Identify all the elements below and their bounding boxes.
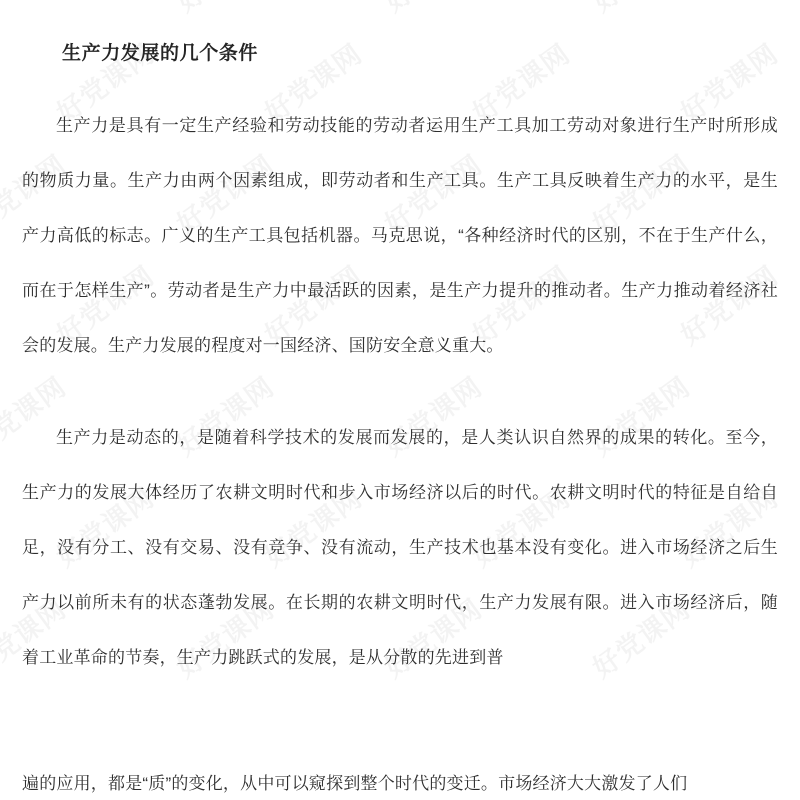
body-paragraph: 生产力是具有一定生产经验和劳动技能的劳动者运用生产工具加工劳动对象进行生产时所形成的物质力量。生产力由两个因素组成，即劳动者和生产工具。生产工具反映着生产力的水平，是生产力高低的标志。广义的生产工具包括机器。马克思说，“各种经济时代的区别，不在于生产什么，而在于怎样生产”。劳动者是生产力中最活跃的因素，是生产力提升的推动者。生产力推动着经济社会的发展。生产力发展的程度对一国经济、国防安全意义重大。 [22,116,778,355]
clipped-line-text: 遍的应用，都是“质”的变化，从中可以窥探到整个时代的变迁。市场经济大大激发了人们 [22,774,688,793]
clipped-bottom-line [22,767,778,800]
page-title: 生产力发展的几个条件 [62,42,259,64]
document-body [22,98,778,685]
body-paragraph: 生产力是动态的，是随着科学技术的发展而发展的，是人类认识自然界的成果的转化。至今，生产力的发展大体经历了农耕文明时代和步入市场经济以后的时代。农耕文明时代的特征是自给自足，没有分工、没有交易、没有竞争、没有流动，生产技术也基本没有变化。进入市场经济之后生产力以前所未有的状态蓬勃发展。在长期的农耕文明时代，生产力发展有限。进入市场经济后，随着工业革命的节奏，生产力跳跃式的发展，是从分散的先进到普 [22,428,778,667]
